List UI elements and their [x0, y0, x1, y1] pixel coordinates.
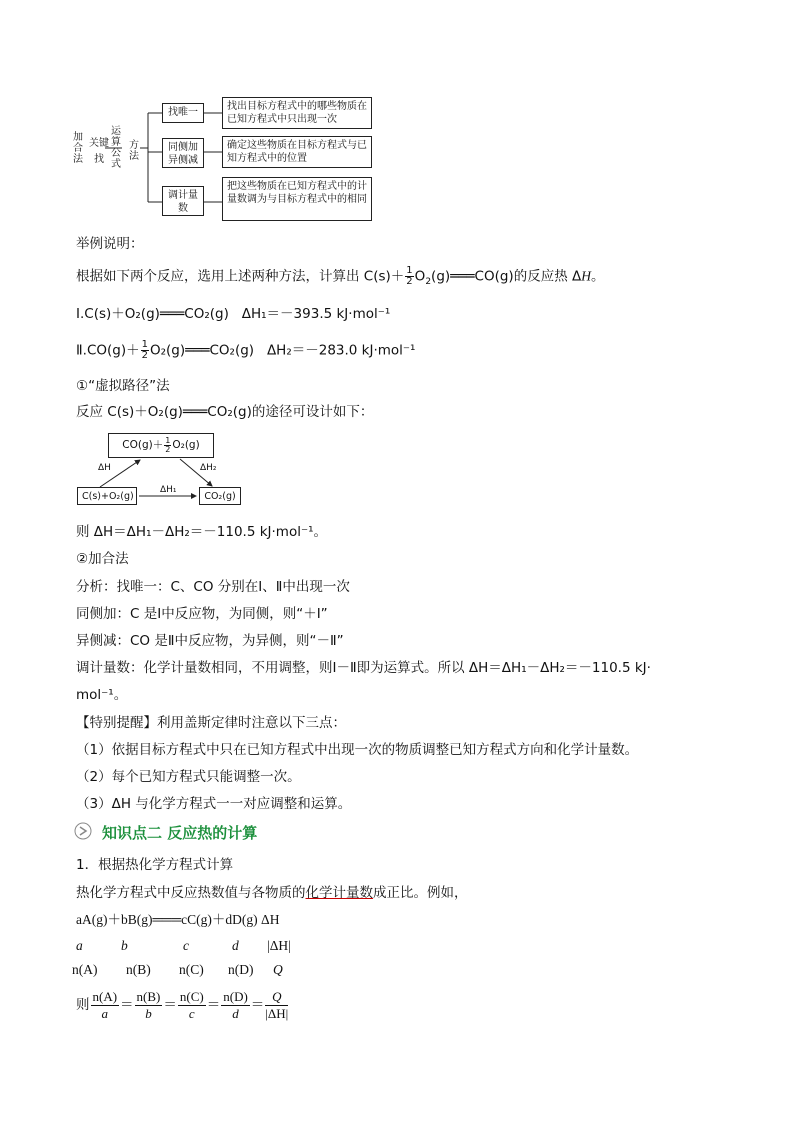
reaction-1: Ⅰ.C(s)＋O₂(g)═══CO₂(g) ΔH₁＝－393.5 kJ·mol⁻¹ — [76, 306, 391, 322]
method-desc-adjust: 把这些物质在已知方程式中的计量数调为与目标方程式中的相同 — [222, 177, 372, 221]
section-arrow-icon — [74, 822, 92, 840]
method-box-find-unique: 找唯一 — [162, 103, 204, 123]
path-dh-label: ΔH — [98, 463, 111, 473]
coef-b: b — [121, 938, 128, 953]
tip-1: （1）依据目标方程式中只在已知方程式中出现一次的物质调整已知方程式方向和化学计量数。 — [76, 742, 639, 758]
path-dh1-label: ΔH₁ — [160, 485, 177, 495]
n-c: n(C) — [179, 962, 204, 977]
n-d: n(D) — [228, 962, 254, 977]
path-arrows — [0, 420, 300, 520]
diagram-calc-label: 运算公式 — [111, 126, 121, 170]
method-box-adjust: 调计量数 — [162, 186, 204, 216]
path-right-box: CO₂(g) — [199, 487, 241, 505]
diagram-method-label: 方法 — [129, 140, 139, 162]
example-title: 举例说明： — [76, 236, 144, 252]
coef-d: d — [232, 938, 239, 953]
diagram-key-label: 关键 — [89, 138, 109, 149]
reaction-2: Ⅱ.CO(g)＋ $\frac{1}{2}$ O₂(g)═══CO₂(g) ΔH₂＝－283.0 kJ·mol⁻¹ — [76, 339, 416, 361]
n-q: Q — [273, 962, 283, 977]
analysis-line-2: 同侧加：C 是Ⅰ中反应物，为同侧，则“＋Ⅰ” — [76, 606, 328, 622]
analysis-line-3: 异侧减：CO 是Ⅱ中反应物，为异侧，则“－Ⅱ” — [76, 633, 344, 649]
diagram-left-label: 加合法 — [73, 132, 83, 165]
method1-title: ①“虚拟路径”法 — [76, 378, 170, 394]
general-equation: aA(g)＋bB(g)═══cC(g)＋dD(g) ΔH — [76, 912, 280, 927]
method-desc-find-unique: 找出目标方程式中的哪些物质在已知方程式中只出现一次 — [222, 97, 372, 129]
method-desc-same-add: 确定这些物质在目标方程式与已知方程式中的位置 — [222, 136, 372, 168]
coef-row — [0, 938, 400, 958]
tip-2: （2）每个已知方程式只能调整一次。 — [76, 769, 301, 785]
method1-text: 反应 C(s)＋O₂(g)═══CO₂(g)的途径可设计如下： — [76, 404, 374, 420]
sub1-text: 热化学方程式中反应热数值与各物质的化学计量数成正比。例如， — [76, 885, 468, 901]
tips-title: 【特别提醒】利用盖斯定律时注意以下三点： — [76, 715, 346, 731]
analysis-line-4: 调计量数：化学计量数相同，不用调整，则Ⅰ－Ⅱ即为运算式。所以 ΔH＝ΔH₁－ΔH₂＝－110.5 kJ· — [76, 660, 651, 676]
n-a: n(A) — [72, 962, 98, 977]
diagram-connectors — [0, 0, 794, 230]
n-b: n(B) — [126, 962, 151, 977]
analysis-line-1: 分析：找唯一：C、CO 分别在Ⅰ、Ⅱ中出现一次 — [76, 579, 350, 595]
section2-title: 知识点二 反应热的计算 — [102, 824, 258, 842]
path-top-box: CO(g)＋ $\frac{1}{2}$ O₂(g) — [108, 433, 214, 458]
path-left-box: C(s)+O₂(g) — [77, 487, 137, 505]
coef-c: c — [183, 938, 189, 953]
method2-title: ②加合法 — [76, 551, 129, 567]
sub1-title: 1．根据热化学方程式计算 — [76, 857, 234, 873]
method1-result: 则 ΔH＝ΔH₁－ΔH₂＝－110.5 kJ·mol⁻¹。 — [76, 524, 328, 540]
diagram-find-label: 找 — [94, 154, 104, 165]
intro-paragraph: 根据如下两个反应，选用上述两种方法，计算出 C(s)＋ $\frac{1}{2}$ $O_2(g)═══CO(g)$的反应热 ΔH。 — [76, 265, 605, 288]
method-box-same-add: 同侧加异侧减 — [162, 138, 204, 168]
path-dh2-label: ΔH₂ — [200, 463, 217, 473]
tip-3: （3）ΔH 与化学方程式一一对应调整和运算。 — [76, 796, 352, 812]
analysis-line-5: mol⁻¹。 — [76, 687, 128, 703]
mole-row — [0, 962, 400, 982]
ratio-equation: 则 $\frac{n(A)}{a}$ ＝ $\frac{n(B)}{b}$ ＝ $\frac{n(C)}{c}$ ＝ $\frac{n(D)}{d}$ ＝ $\frac{Q}{|\Delta H|}$ — [76, 989, 289, 1022]
coef-dh: |ΔH| — [267, 938, 291, 953]
coef-a: a — [76, 938, 83, 953]
